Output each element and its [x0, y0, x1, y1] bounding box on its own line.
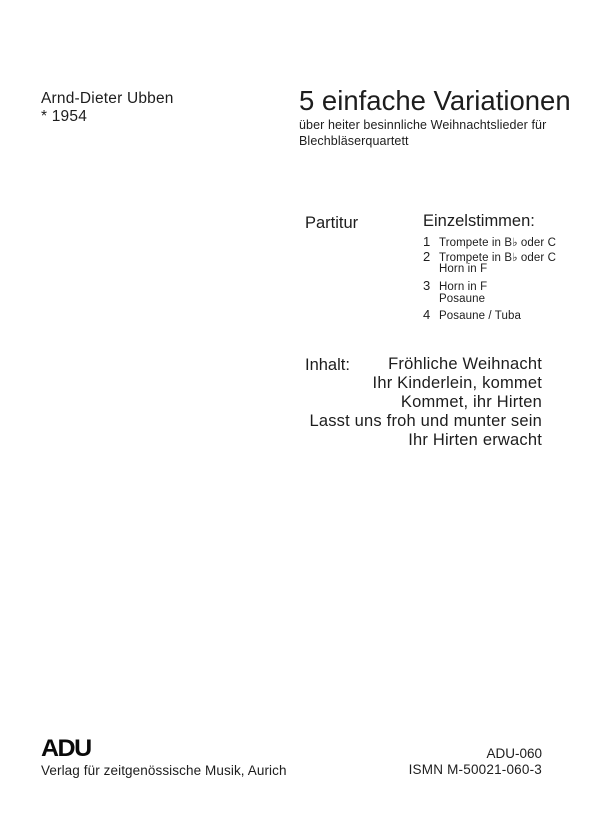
part-name: Trompete in B♭ oder C — [439, 251, 557, 264]
publisher-name: Verlag für zeitgenössische Musik, Aurich — [41, 763, 287, 778]
content-item: Kommet, ihr Hirten — [400, 392, 542, 411]
content-item: Fröhliche Weihnacht — [388, 355, 542, 373]
content-item: Ihr Hirten erwacht — [408, 430, 542, 449]
composer-name: Arnd-Dieter Ubben — [41, 90, 174, 107]
title-block — [299, 85, 571, 149]
content-item: Lasst uns froh und munter sein — [309, 411, 542, 430]
composer-block — [41, 90, 174, 125]
part-number: 1 — [423, 234, 431, 249]
part-name: Trompete in B♭ oder C — [439, 237, 557, 249]
part-row — [423, 249, 556, 264]
part-row — [423, 263, 556, 278]
contents-heading: Inhalt: — [305, 356, 350, 374]
parts-heading: Einzelstimmen: — [423, 212, 535, 230]
part-row — [423, 293, 556, 308]
contents-list — [309, 355, 542, 450]
publisher-logo: ADU — [41, 735, 91, 762]
score-label: Partitur — [305, 214, 359, 232]
work-subtitle-line1: über heiter besinnliche Weihnachtslieder für — [299, 118, 547, 132]
work-title: 5 einfache Variationen — [299, 85, 571, 116]
part-number: 3 — [423, 278, 431, 294]
parts-list — [423, 234, 556, 322]
parts-block — [423, 212, 556, 322]
part-number: 2 — [423, 248, 431, 264]
work-subtitle — [299, 118, 561, 149]
catalog-number: ADU-060 — [486, 746, 542, 761]
ismn-number: ISMN M-50021-060-3 — [408, 762, 542, 777]
part-row — [423, 278, 556, 293]
work-subtitle-line2: Blechbläserquartett — [299, 133, 409, 148]
composer-birthyear: * 1954 — [41, 107, 88, 125]
part-name: Posaune / Tuba — [439, 310, 521, 323]
part-name: Posaune — [439, 292, 486, 305]
part-number: 4 — [423, 307, 431, 323]
part-row — [423, 234, 556, 249]
part-name: Horn in F — [439, 281, 488, 294]
part-name: Horn in F — [439, 263, 488, 276]
part-row — [423, 307, 556, 322]
content-item: Ihr Kinderlein, kommet — [372, 373, 542, 392]
